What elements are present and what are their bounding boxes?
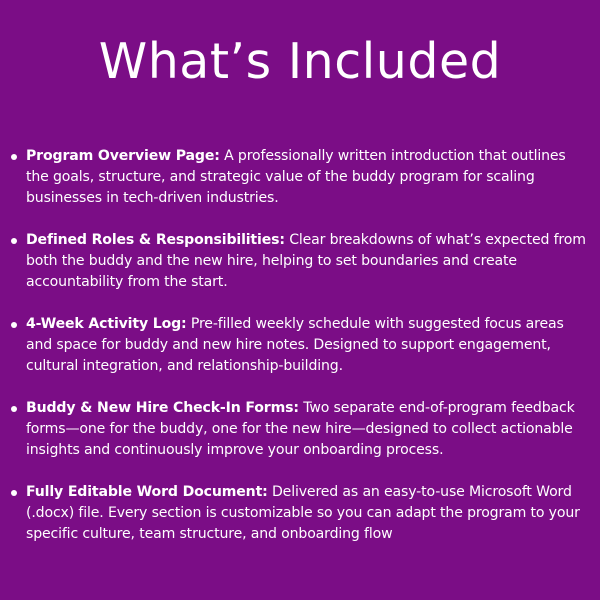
included-list (0, 146, 600, 566)
bullet-icon (11, 490, 17, 496)
item-text: Two separate end-of-program feedback forms—one for the buddy, one for the new hire—designed to collect actionable insights and continuously improve your onboarding process. (26, 400, 575, 458)
item-label: Program Overview Page: (26, 148, 220, 164)
list-item (0, 314, 600, 377)
page-title: What’s Included (98, 33, 502, 90)
item-text: Delivered as an easy-to-use Microsoft Word (.docx) file. Every section is customizable so you can adapt the program to your specific culture, team structure, and onboarding flow (26, 484, 580, 542)
list-item (0, 146, 600, 209)
item-label: 4-Week Activity Log: (26, 316, 187, 332)
bullet-icon (11, 406, 17, 412)
list-item (0, 482, 600, 545)
item-label: Defined Roles & Responsibilities: (26, 232, 285, 248)
item-text: Pre-filled weekly schedule with suggested focus areas and space for buddy and new hire notes. Designed to support engagement, cultural integration, and relationship-building. (26, 316, 564, 374)
list-item (0, 398, 600, 461)
list-item (0, 230, 600, 293)
bullet-icon (11, 322, 17, 328)
bullet-icon (11, 154, 17, 160)
item-label: Fully Editable Word Document: (26, 484, 268, 500)
item-text: Clear breakdowns of what’s expected from both the buddy and the new hire, helping to set boundaries and create accountability from the start. (26, 232, 586, 290)
item-label: Buddy & New Hire Check-In Forms: (26, 400, 299, 416)
bullet-icon (11, 238, 17, 244)
item-text: A professionally written introduction that outlines the goals, structure, and strategic value of the buddy program for scaling businesses in tech-driven industries. (26, 148, 566, 206)
